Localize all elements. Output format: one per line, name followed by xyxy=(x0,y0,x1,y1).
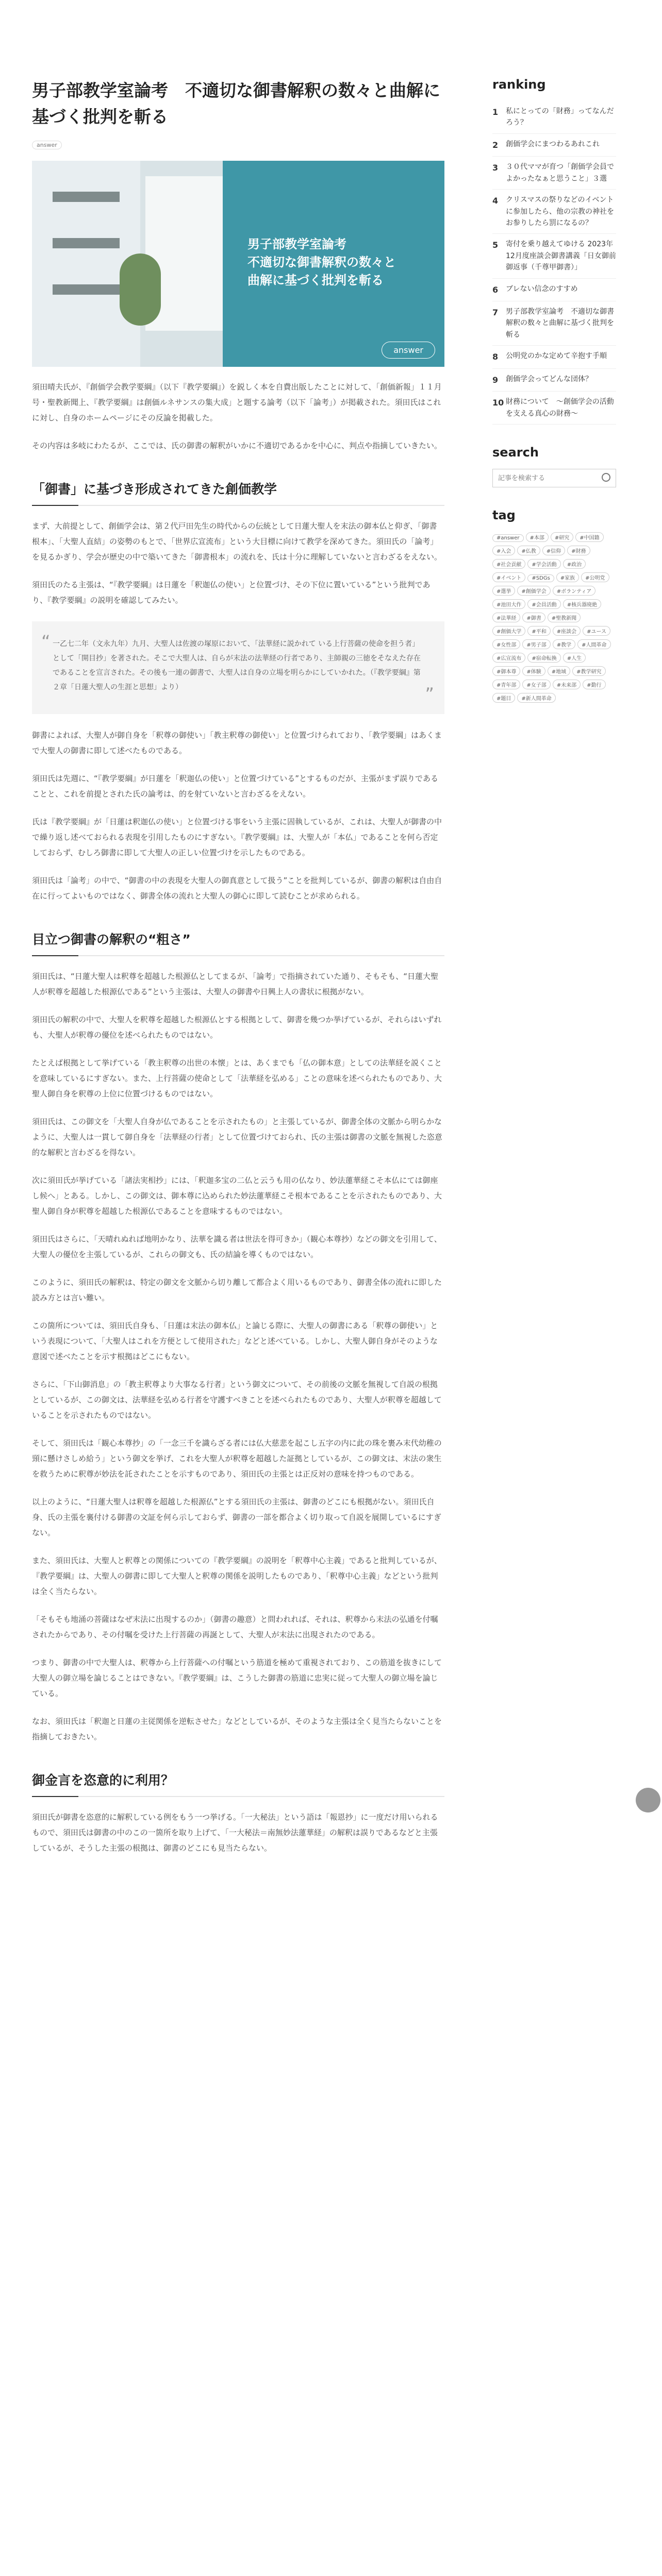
rank-number: 3 xyxy=(492,163,499,173)
tag-chip[interactable]: #ユース xyxy=(583,626,610,636)
category-chip[interactable]: answer xyxy=(32,141,62,149)
rank-number: 6 xyxy=(492,284,499,295)
paragraph: 須田氏は先週に、“『教学要綱』が日蓮を「釈迦仏の使い」と位置づけている”とするものだが、主張がまず誤りであることと、これを前提とされた氏の論考は、的を射ていないと言わざるをえない。 xyxy=(32,774,439,799)
tag-chip[interactable]: #創価大学 xyxy=(492,626,525,636)
section-heading: 御金言を恣意的に利用？ xyxy=(32,1770,444,1797)
paragraph: 氏は『教学要綱』が「日蓮は釈迦仏の使い」と位置づける事をいう主張に固執しているが、これは、大聖人が御書の中で繰り返し述べておられる表現を引用したものにすぎない。『教学要綱』は、大聖人が「本仏」であることを何ら否定しておらず、むしろ御書に即して大聖人の正しい位置づけを示したものである。 xyxy=(32,817,442,858)
article xyxy=(32,77,444,1868)
tag-chip[interactable]: #人間革命 xyxy=(577,639,610,649)
hero-answer-button[interactable]: answer xyxy=(382,342,435,359)
rank-link[interactable]: 私にとっての「財務」ってなんだろう？ xyxy=(506,107,614,127)
ranking-item[interactable] xyxy=(492,279,616,302)
rank-link[interactable]: ブレない信念のすすめ xyxy=(506,284,578,293)
search-icon[interactable] xyxy=(602,473,610,482)
rank-number: 9 xyxy=(492,375,499,385)
rank-number: 5 xyxy=(492,240,499,250)
rank-number: 1 xyxy=(492,107,499,117)
paragraph: なお、須田氏は「釈迦と日蓮の主従関係を逆転させた」などとしているが、そのような主張は全く見当たらないことを指摘しておきたい。 xyxy=(32,1717,442,1742)
tag-chip[interactable]: #SDGs xyxy=(527,574,554,582)
paragraph: 須田氏は、この御文を「大聖人自身が仏であることを示されたもの」と主張しているが、御書全体の文脈から明らかなように、大聖人は一貫して御自身を「法華経の行者」として位置づけておられ、氏の主張は御書の文脈を無視した恣意的な解釈と言わざるを得ない。 xyxy=(32,1117,442,1158)
rank-link[interactable]: クリスマスの祭りなどのイベントに参加したら、他の宗教の神社をお参りしたら罰になるの？ xyxy=(506,196,614,227)
tag-chip[interactable]: #座談会 xyxy=(553,626,581,636)
section-heading: 目立つ御書の解釈の“粗さ” xyxy=(32,929,444,956)
rank-number: 8 xyxy=(492,352,499,362)
intro-paragraph: その内容は多岐にわたるが、ここでは、氏の御書の解釈がいかに不適切であるかを中心に、判点や指摘していきたい。 xyxy=(32,441,442,451)
paragraph: 以上のように、“日蓮大聖人は釈尊を超越した根源仏”とする須田氏の主張は、御書のどこにも根拠がない。須田氏自身、氏の主張を裏付ける御書の文証を何ら示しておらず、御書の一部を都合よく切り取って自説を展開しているにすぎない。 xyxy=(32,1497,441,1538)
tag-chip[interactable]: #入会 xyxy=(492,546,515,555)
tag-chip[interactable]: #研究 xyxy=(551,532,573,542)
scroll-to-top-button[interactable] xyxy=(636,1788,660,1812)
paragraph: 須田氏の解釈の中で、大聖人を釈尊を超越した根源仏とする根拠として、御書を幾つか挙げているが、それらはいずれも、大聖人が釈尊の優位を述べられたものではない。 xyxy=(32,1015,442,1040)
tag-chip[interactable]: #選挙 xyxy=(492,586,515,596)
tag-chip[interactable]: #人生 xyxy=(563,653,586,663)
search-input[interactable] xyxy=(493,469,601,487)
tag-chip[interactable]: #題目 xyxy=(492,693,515,703)
close-quote-icon: ” xyxy=(425,684,434,705)
quote-text: 一乙七二年（文永九年）九月、大聖人は佐渡の塚原において、「法華経に説かれて いる上行菩薩の使命を担う者」として「開目抄」を著された。そこで大聖人は、自らが末法の法華経の行者であり、主師親の三徳をそなえた存在であることを宣言された。その後も一連の御書で、大聖人は自身の立場を明らかにしていかれた。（『教学要綱』第２章「日蓮大聖人の生涯と思想」より） xyxy=(53,640,421,692)
rank-link[interactable]: ３０代ママが育つ「創価学会員でよかったなぁと思うこと」３選 xyxy=(506,163,614,183)
section-heading: 「御書」に基づき形成されてきた創価教学 xyxy=(32,479,444,506)
quote-block xyxy=(32,621,444,714)
tag-chip[interactable]: #勤行 xyxy=(583,680,605,689)
tag-chip[interactable]: #青年部 xyxy=(492,680,520,689)
paragraph: 須田氏が御書を恣意的に解釈している例をもう一つ挙げる。「一大秘法」という語は「報恩抄」に一度だけ用いられるもので、須田氏は御書の中のこの一箇所を取り上げて、「一大秘法＝南無妙法蓮華経」の解釈は誤りであるなどと主張しているが、そうした主張の根拠は、御書のどこにも見当たらない。 xyxy=(32,1812,438,1853)
tag-chip[interactable]: #社会貢献 xyxy=(492,559,525,569)
hero-text xyxy=(247,235,396,289)
tag-chip[interactable]: #御本尊 xyxy=(492,666,520,676)
sidebar xyxy=(492,77,616,706)
tag-chip[interactable]: #平和 xyxy=(527,626,550,636)
tag-chip[interactable]: #ボランティア xyxy=(553,586,596,596)
paragraph: 須田氏のたる主張は、“『教学要綱』は日蓮を「釈迦仏の使い」と位置づけ、その下位に置いている”という批判であり、『教学要綱』の説明を確認してみたい。 xyxy=(32,580,431,605)
paragraph: 須田氏はさらに、「天晴れぬれば地明かなり、法華を識る者は世法を得可きか」（観心本尊抄）などの御文を引用して、大聖人の優位を主張しているが、これらの御文も、氏の結論を導くものではない。 xyxy=(32,1234,442,1260)
tag-chip[interactable]: #政治 xyxy=(563,559,586,569)
ranking-item[interactable] xyxy=(492,190,616,234)
rank-link[interactable]: 創価学会ってどんな団体？ xyxy=(506,375,592,383)
open-quote-icon: “ xyxy=(41,632,51,653)
tag-chip[interactable]: #仏教 xyxy=(517,546,540,555)
paragraph: 須田氏は、“日蓮大聖人は釈尊を超越した根源仏としてまるが、「論考」で指摘されていた通り、そもそも、“日蓮大聖人が釈尊を超越した根源仏である”という主張は、大聖人の御書や日興上人の書状に根拠がない。 xyxy=(32,972,439,997)
ranking-item[interactable] xyxy=(492,134,616,157)
tag-chip[interactable]: #中国籍 xyxy=(575,532,603,542)
ranking-item[interactable] xyxy=(492,369,616,392)
search-heading: search xyxy=(492,445,539,460)
tag-cloud xyxy=(492,532,616,706)
tag-chip[interactable]: #イベント xyxy=(492,572,525,582)
paragraph: また、須田氏は、大聖人と釈尊との関係についての『教学要綱』の説明を「釈尊中心主義」であると批判しているが、『教学要綱』は、大聖人の御書に即して大聖人と釈尊の関係を説明したものであり、「釈尊中心主義」などという批判は全く当たらない。 xyxy=(32,1556,442,1597)
tag-chip[interactable]: #教学 xyxy=(553,639,575,649)
rank-number: 7 xyxy=(492,308,499,318)
tag-chip[interactable]: #女性部 xyxy=(492,639,520,649)
ranking-item[interactable] xyxy=(492,346,616,369)
plant-illustration xyxy=(120,253,161,326)
tag-chip[interactable]: #地域 xyxy=(548,666,570,676)
intro-paragraph: 須田晴夫氏が、『創価学会教学要綱』（以下『教学要綱』）を鋭しく本を自費出版したことに対して、「創価新報」１１月号・聖教新聞上、『教学要綱』は創価ルネサンスの集大成」と題する論考（以下「論考」）が掲載された。須田氏はこれに対し、自身のホームページにその反論を掲載した。 xyxy=(32,382,442,423)
rank-number: 10 xyxy=(492,398,504,408)
ranking-item[interactable] xyxy=(492,101,616,134)
rank-link[interactable]: 財務について ～創価学会の活動を支える真心の財務～ xyxy=(506,398,614,418)
hero-line-2: 不適切な御書解釈の数々と xyxy=(247,255,396,270)
paragraph: この箇所については、須田氏自身も、「日蓮は末法の御本仏」と論じる際に、大聖人の御書にある「釈尊の御使い」という表現について、「大聖人はこれを方便として使用された」などと述べている。しかし、大聖人御自身がそのような意図で述べたことを示す根拠はどこにもない。 xyxy=(32,1321,438,1362)
paragraph: つまり、御書の中で大聖人は、釈尊から上行菩薩への付嘱という筋道を極めて重視されており、この筋道を抜きにして大聖人の御立場を論じることはできない。『教学要綱』は、こうした御書の筋道に忠実に従って大聖人の御立場を論じている。 xyxy=(32,1658,442,1699)
tag-chip[interactable]: #公明党 xyxy=(581,572,609,582)
tag-chip[interactable]: #核兵器廃絶 xyxy=(563,599,601,609)
rank-number: 4 xyxy=(492,196,499,206)
tag-heading: tag xyxy=(492,508,516,523)
rank-link[interactable]: 創価学会にまつわるあれこれ xyxy=(506,140,600,148)
rank-link[interactable]: 公明党のかな定めて辛抱す手順 xyxy=(506,352,607,361)
ranking-heading: ranking xyxy=(492,77,546,92)
tag-chip[interactable]: #池田大作 xyxy=(492,599,525,609)
paragraph: このように、須田氏の解釈は、特定の御文を文脈から切り離して都合よく用いるものであり、御書全体の流れに即した読み方とは言い難い。 xyxy=(32,1278,442,1303)
ranking-list xyxy=(492,101,616,425)
ranking-item[interactable] xyxy=(492,234,616,278)
tag-chip[interactable]: #家族 xyxy=(556,572,579,582)
rank-link[interactable]: 寄付を乗り越えてゆける 2023年12月度座談会御書講義「日女御前御返事（千尊甲御書）」 xyxy=(506,240,616,272)
tag-chip[interactable]: #answer xyxy=(492,534,524,542)
tag-chip[interactable]: #宿命転換 xyxy=(527,653,560,663)
tag-chip[interactable]: #女子部 xyxy=(522,680,550,689)
paragraph: 御書によれば、大聖人が御自身を「釈尊の御使い」「教主釈尊の御使い」と位置づけられており、「教学要綱」はあくまで大聖人の御書に即して述べたものである。 xyxy=(32,731,442,756)
hero-line-3: 曲解に基づく批判を斬る xyxy=(247,273,384,287)
ranking-item[interactable] xyxy=(492,392,616,425)
rank-link[interactable]: 男子部教学室論考 不適切な御書解釈の数々と曲解に基づく批判を斬る xyxy=(506,308,614,339)
tag-chip[interactable]: #会員活動 xyxy=(527,599,560,609)
tag-chip[interactable]: #学会活動 xyxy=(527,559,560,569)
tag-chip[interactable]: #教学研究 xyxy=(572,666,605,676)
page-title: 男子部教学室論考 不適切な御書解釈の数々と曲解に基づく批判を斬る xyxy=(32,80,440,127)
tag-chip[interactable]: #未来部 xyxy=(553,680,581,689)
paragraph: 須田氏は「論考」の中で、“御書の中の表現を大聖人の御真意として扱う”ことを批判しているが、御書の解釈は自由自在に行ってよいものではなく、御書全体の流れと大聖人の御心に即して読むことが求められる。 xyxy=(32,876,442,901)
tag-chip[interactable]: #信仰 xyxy=(542,546,565,555)
search-box xyxy=(492,469,616,487)
paragraph: 「そもそも地涌の菩薩はなぜ末法に出現するのか」（御書の趣意）と問われれば、それは、釈尊から末法の弘通を付嘱されたからであり、その付嘱を受けた上行菩薩の再誕として、大聖人が末法に出現されたのである。 xyxy=(32,1615,438,1640)
hero-image xyxy=(32,161,444,367)
ranking-item[interactable] xyxy=(492,301,616,346)
paragraph: さらに、「下山御消息」の「教主釈尊より大事なる行者」という御文について、その前後の文脈を無視して自説の根拠としているが、この御文は、法華経を弘める行者を守護すべきことを述べられたものであり、大聖人が釈尊を超越していることを示されたものではない。 xyxy=(32,1380,442,1420)
tag-chip[interactable]: #創価学会 xyxy=(517,586,550,596)
rank-number: 2 xyxy=(492,140,499,150)
paragraph: まず、大前提として、創価学会は、第２代戸田先生の時代からの伝統として日蓮大聖人を末法の御本仏と仰ぎ、「御書根本」、「大聖人直結」の姿勢のもとで、「世界広宣流布」という大目標に向けて教学を深めてきた。須田氏の「論考」を見るかぎり、学会が歴史の中で築いてきた「御書根本」の流れを、氏は十分に理解していないと言わざるをえない。 xyxy=(32,521,442,562)
tag-chip[interactable]: #男子部 xyxy=(522,639,550,649)
paragraph: 次に須田氏が挙げている「諸法実相抄」には、「釈迦多宝の二仏と云うも用の仏なり、妙法蓮華経こそ本仏にては御座し候へ」とある。しかし、この御文は、御本尊に込められた妙法蓮華経こそ根本であることを示されたものであり、大聖人御自身が釈尊を超越した根源仏であることを意味するものではない。 xyxy=(32,1176,442,1216)
tag-chip[interactable]: #体験 xyxy=(522,666,545,676)
tag-chip[interactable]: #新人間革命 xyxy=(517,693,555,703)
hero-line-1: 男子部教学室論考 xyxy=(247,237,346,252)
tag-chip[interactable]: #御書 xyxy=(522,613,545,622)
tag-chip[interactable]: #法華経 xyxy=(492,613,520,622)
ranking-item[interactable] xyxy=(492,157,616,190)
paragraph: そして、須田氏は「観心本尊抄」の「一念三千を識らざる者には仏大慈悲を起こし五字の内に此の珠を裹み末代幼稚の頸に懸けさしめ給う」という御文を挙げ、これを大聖人が釈尊を超越した証拠としているが、この御文は、末法の衆生を救うために釈尊が妙法を託されたことを示すものであり、須田氏の主張とは正反対の意味を持つものである。 xyxy=(32,1438,442,1479)
tag-chip[interactable]: #広宣流布 xyxy=(492,653,525,663)
paragraph: たとえば根拠として挙げている「教主釈尊の出世の本懐」とは、あくまでも「仏の御本意」としての法華経を説くことを意味しているにすぎない。また、上行菩薩の使命として「法華経を弘める」ことの意味を述べられたものであり、大聖人御自身を釈尊の上位に位置づけるものではない。 xyxy=(32,1058,442,1099)
tag-chip[interactable]: #財務 xyxy=(567,546,590,555)
tag-chip[interactable]: #本部 xyxy=(526,532,549,542)
tag-chip[interactable]: #聖教新聞 xyxy=(548,613,581,622)
